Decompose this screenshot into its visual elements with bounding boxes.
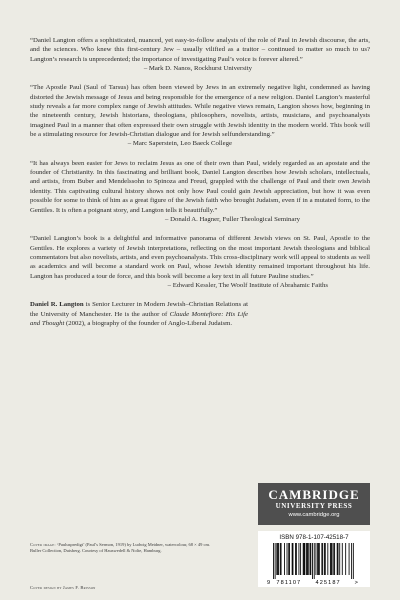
endorsement-attribution: – Mark D. Nanos, Rockhurst University — [143, 65, 252, 73]
barcode-bar — [321, 543, 322, 575]
barcode-bar — [281, 543, 282, 575]
cover-image-text: ‘Pauluspredigt’ (Paul’s Sermon, 1919) by Ludwig Meidner, watercolour, 68 × 49 cm. Buller Collection, Duisberg. Courtesy of Hauswedell & Nolte, Hamburg. — [30, 542, 211, 554]
barcode-bar — [292, 543, 293, 575]
barcode-bar — [342, 543, 343, 575]
endorsement-attribution: – Edward Kessler, The Woolf Institute of Abrahamic Faiths — [167, 281, 328, 289]
barcode-bar — [353, 543, 354, 579]
barcode-bar — [300, 543, 301, 575]
barcode-bar — [333, 543, 334, 575]
author-book-title: Claude Montefiore: His Life and Thought — [30, 310, 248, 327]
barcode-icon — [266, 543, 362, 585]
author-bio-text-end: (2002), a biography of the founder of Anglo-Liberal Judaism. — [64, 319, 233, 327]
barcode-bar — [338, 543, 339, 575]
author-bio — [30, 300, 248, 328]
cover-design-credit — [30, 585, 96, 590]
barcode-bar — [317, 543, 318, 575]
barcode-bar — [275, 543, 276, 579]
barcode-bar — [322, 543, 323, 575]
barcode-bar — [351, 543, 352, 579]
barcode-bar — [276, 543, 277, 575]
barcode-bar — [314, 543, 315, 579]
barcode-bar — [312, 543, 313, 579]
endorsement-quote: “It has always been easier for Jews to reclaim Jesus as one of their own than Paul, widely regarded as an apostate and the founder of Christianity. In this fascinating and brilliant book, Daniel Langton describes how Jewish scholars, intellectuals, and artists, from Buber and Mendelssohn to Spinoza and Freud, grappled with the challenge of Paul and their own Jewish identity. This captivating cultural history shows not only how Paul could gain Jewish appreciation, but how it was even possible for some to think of him as a great figure of the Jewish faith who brought Judaism, even if in a mutated form, to the Gentiles. It is often a poignant story, and Langton tells it beautifully.” — [30, 159, 370, 214]
barcode-bar — [299, 543, 300, 575]
barcode-bar — [289, 543, 290, 575]
barcode-bar — [327, 543, 328, 575]
endorsement-attribution: – Marc Saperstein, Leo Baeck College — [127, 140, 232, 148]
barcode-bar — [277, 543, 278, 575]
barcode-bar — [288, 543, 289, 575]
barcode-bar — [324, 543, 325, 575]
barcode-bar — [332, 543, 333, 575]
publisher-name: CAMBRIDGE — [268, 487, 360, 502]
barcode-bar — [284, 543, 285, 575]
isbn-label: ISBN 978-1-107-42518-7 — [279, 534, 349, 541]
author-bio-text: is Senior Lecturer in Modern Jewish–Christian Relations at the University of Manchester. He is the author of — [30, 301, 248, 318]
barcode-bar — [304, 543, 305, 575]
barcode-bar — [318, 543, 319, 575]
barcode-digits: 425187 — [315, 580, 341, 585]
barcode-digits: 9 — [267, 580, 272, 585]
barcode-bar — [349, 543, 350, 575]
barcode-panel — [258, 531, 370, 587]
barcode-bar — [310, 543, 311, 575]
barcode-bar — [287, 543, 288, 575]
endorsement-quote: “The Apostle Paul (Saul of Tarsus) has often been viewed by Jews in an extremely negative light, condemned as having distorted the Jewish message of Jesus and being responsible for the emergence of a new religion. Daniel Langton’s masterful study reveals a far more complex range of Jewish attitudes. While negative views remain, Langton shows how, beginning in the nineteenth century, Jewish historians, theologians, philosophers, novelists, artists, musicians, and psychoanalysts imagined Paul in a manner that often expressed their own struggle with Jewish identity in the modern world. This book will be a stimulating resource for Jewish-Christian dialogue and for Jewish selfunderstanding.” — [30, 84, 370, 139]
publisher-url: www.cambridge.org — [288, 512, 340, 518]
barcode-bar — [306, 543, 307, 575]
cover-image-credit — [30, 542, 220, 555]
barcode-bar — [334, 543, 335, 575]
publisher-subtitle: UNIVERSITY PRESS — [275, 502, 353, 510]
barcode-bar — [325, 543, 326, 575]
barcode-bar — [345, 543, 346, 575]
endorsement-quote: “Daniel Langton offers a sophisticated, nuanced, yet easy-to-follow analysis of the role of Paul in Jewish discourse, the arts, and the sciences. Who knew this first-century Jew – usually vilified as a traitor – continued to matter so much to us? Langton’s research is unprecedented; the importance of investigating Paul’s voice is forever altered.” — [30, 37, 370, 63]
barcode-bar — [310, 543, 311, 575]
barcode-bar — [280, 543, 281, 575]
endorsement-quote: “Daniel Langton’s book is a delightful and informative panorama of different Jewish views on St. Paul, Apostle to the Gentiles. He explores a variety of Jewish interpretations, reflecting on the most important Jewish theologians and biblical commentators but also novelists, artists, and even psychoanalysts. This cross-disciplinary work will appeal to students as well as academics and will become a standard work on Paul, whose Jewish identity remained important throughout his life. Langton has produced a tour de force, and this book will become a key text in all future Pauline studies.” — [30, 235, 370, 280]
cover-image-credit-block — [30, 542, 220, 555]
cover-design-label: Cover design by — [30, 585, 62, 590]
publisher-logo — [258, 483, 370, 525]
cover-designer-name: James F. Brisson — [62, 585, 96, 590]
barcode-bar — [337, 543, 338, 575]
barcode-bar — [273, 543, 274, 579]
barcode-bar — [330, 543, 331, 575]
barcode-bar — [303, 543, 304, 575]
barcode-digits: > — [354, 580, 359, 585]
barcode-bar — [296, 543, 297, 575]
barcode-bar — [295, 543, 296, 575]
author-name: Daniel R. Langton — [30, 301, 84, 309]
cover-image-label: Cover image: — [30, 542, 56, 547]
barcode-bar — [307, 543, 308, 575]
barcode-bar — [293, 543, 294, 575]
barcode-bar — [316, 543, 317, 575]
barcode-digits: 781107 — [276, 580, 302, 585]
barcode-bar — [339, 543, 340, 575]
barcode-bar — [319, 543, 320, 575]
barcode-bar — [278, 543, 279, 575]
endorsement-attribution: – Donald A. Hagner, Fuller Theological Seminary — [165, 215, 300, 223]
barcode-bar — [304, 543, 305, 575]
endorsements — [30, 36, 370, 328]
barcode-bar — [308, 543, 309, 575]
barcode-bar — [331, 543, 332, 575]
